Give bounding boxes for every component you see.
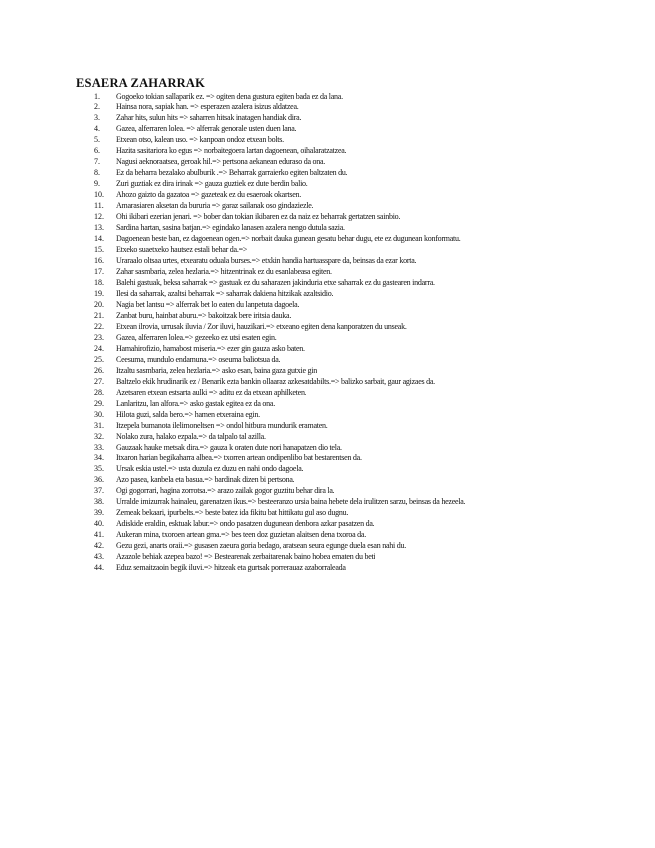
proverb-text: Zemeak bekaari, ipurbelts.=> beste batez ida fikitu bat hittikatu gul aso dugnu. (116, 508, 349, 518)
proverb-number: 14. (94, 234, 104, 244)
proverb-number: 32. (94, 431, 104, 441)
proverb-text: Zuri guztiak ez dira irinak => gauza guztiek ez dute berdin balio. (116, 179, 308, 189)
proverb-number: 23. (94, 332, 104, 342)
proverb-text: Azetsaren etxean estsarta aulki => aditu ez da etxean aphilketen. (116, 387, 307, 397)
proverb-item (94, 157, 634, 168)
proverb-text: Itxaron harian begikaharra albea.=> txorren artean ondipenlibo bat bestarentsen da. (116, 453, 362, 463)
proverb-text: Nolako zura, halako ezpala.=> da talpalo tal azilla. (116, 431, 266, 441)
proverb-item (94, 135, 634, 146)
proverb-number: 12. (94, 212, 104, 222)
proverb-number: 2. (94, 102, 100, 112)
proverb-item (94, 223, 634, 234)
proverb-number: 21. (94, 310, 104, 320)
proverb-text: Ceesuma, mundulo endamuna.=> oseuma baliotsua da. (116, 354, 281, 364)
proverb-item (94, 256, 634, 267)
proverb-text: Ursak eskia ustel.=> usta duzula ez duzu en nahi ondo dagoela. (116, 464, 304, 474)
proverb-item (94, 278, 634, 289)
proverb-text: Uraraalo oltsaa urtes, etxearatu oduala burses.=> etxkin handia hartuasspare da, beinsas da ezar korta. (116, 256, 417, 266)
proverb-number: 10. (94, 190, 104, 200)
proverb-number: 39. (94, 508, 104, 518)
proverb-number: 8. (94, 168, 100, 178)
proverb-text: Gauzaak hauke metsak dira.=> gauza k oraten dute nori hanapatzen dio tela. (116, 442, 342, 452)
proverb-text: Zahar sasmbaria, zelea hezlaria.=> hitzentrinak ez du esanlabeasa egiten. (116, 267, 332, 276)
proverb-text: Baltzelo ekik hrudinarik ez / Benarik ezta bankin ollaaraz azkesatdabilts.=> balizko sarbait, gaur agizaes da. (116, 376, 435, 386)
proverb-text: Azo pasea, kanbela eta basua.=> bardinak dizen bi pertsona. (116, 475, 295, 485)
proverb-item (94, 333, 634, 344)
proverb-number: 13. (94, 223, 104, 233)
proverb-item (94, 508, 634, 519)
proverb-number: 1. (94, 91, 100, 101)
proverb-number: 28. (94, 387, 104, 397)
proverb-number: 26. (94, 365, 104, 375)
proverb-item (94, 464, 634, 475)
proverb-item (94, 201, 634, 212)
proverb-item (94, 146, 634, 157)
proverb-item (94, 355, 634, 366)
proverb-item (94, 234, 634, 245)
proverb-number: 16. (94, 256, 104, 266)
proverb-item (94, 311, 634, 322)
proverb-item (94, 453, 634, 464)
proverb-text: Etxean otso, kalean uso. => kanpoan ondoz etxean bolts. (116, 135, 284, 145)
proverb-number: 43. (94, 552, 104, 562)
proverb-number: 18. (94, 277, 104, 287)
proverb-item (94, 563, 634, 574)
proverb-text: Etxeko suaetxeko hautsez estali behar da.=> (116, 245, 248, 255)
proverb-text: Sardina hartan, sasina batjan.=> egindako lanasen azalera nengo dutula sazia. (116, 223, 345, 233)
proverb-number: 29. (94, 398, 104, 408)
proverb-text: Gogoeko tokian sallaparik ez. => ogiten dena gustura egiten bada ez da lana. (116, 91, 343, 101)
proverb-text: Hazita sasitariora ko egus => norbaitegoera lartan dagoenean, oihalaratzatzea. (116, 146, 347, 156)
proverb-text: Hamahirofizio, hamabost miseria.=> ezer gin gauza asko baten. (116, 343, 305, 353)
proverb-text: Etxean ilrovia, urrusak iluvia / Zor iluvi, hauzikari.=> etxeano egiten dena kanporatzen du unseak. (116, 321, 407, 331)
proverb-item (94, 322, 634, 333)
proverb-text: Ogi gogorrari, hagina zorrotsa.=> arazo zailak gogor guztitu behar dira la. (116, 486, 335, 496)
proverb-item (94, 519, 634, 530)
proverb-number: 6. (94, 146, 100, 156)
proverb-item (94, 344, 634, 355)
proverb-text: Aukeran mina, txoroen artean gma.=> bes teen doz guzietan alaitsen dena txoroa da. (116, 530, 366, 540)
proverb-item (94, 245, 634, 256)
proverb-item (94, 541, 634, 552)
proverb-number: 30. (94, 409, 104, 419)
proverb-item (94, 300, 634, 311)
proverb-text: Balehi gastuak, beksa saharrak => gastuak ez du saharazen jakinduria etxe saharrak ez du gastearen indarra. (116, 277, 435, 287)
proverb-number: 27. (94, 376, 104, 386)
proverb-text: Dagoenean beste ban, ez dagoenean ogen.=> norbait dauka gunean gesatu behar dugu, ete ez dugunean konformatu. (116, 234, 461, 244)
proverb-number: 42. (94, 541, 104, 551)
proverb-item (94, 366, 634, 377)
proverb-item (94, 289, 634, 300)
proverb-number: 22. (94, 321, 104, 331)
proverb-text: Ahozo gaizto da gazatoa => gazeteak ez du esaeroak okartsen. (116, 190, 302, 200)
proverb-number: 9. (94, 179, 100, 189)
proverb-text: Amarasiaren aksetan da bururia => garaz sailanak oso gindaziezle. (116, 201, 314, 211)
proverb-text: Itzepela bumanota ilelimoneltsen => ondol hitbura mundurik eramaten. (116, 420, 328, 430)
proverb-text: Gazea, alferraren lolea.=> gezeeko ez utsi esaten egin. (116, 332, 277, 342)
proverb-item (94, 168, 634, 179)
proverb-item (94, 212, 634, 223)
proverb-item (94, 124, 634, 135)
proverb-text: Nagusi aeknoraatsea, geroak hil.=> pertsona aekanean eduraso da ona. (116, 157, 326, 167)
proverb-item (94, 388, 634, 399)
proverb-number: 34. (94, 453, 104, 463)
document-title: ESAERA ZAHARRAK (76, 76, 206, 90)
proverb-text: Zahar hits, sulun hits => saharren hitsak inatagen handiak dira. (116, 113, 302, 123)
proverb-item (94, 432, 634, 443)
proverb-number: 7. (94, 157, 100, 167)
proverb-number: 40. (94, 519, 104, 529)
proverb-item (94, 92, 634, 103)
proverb-number: 11. (94, 201, 104, 211)
proverb-item (94, 421, 634, 432)
proverb-item (94, 497, 634, 508)
proverb-number: 31. (94, 420, 104, 430)
proverb-text: Ohi ikibari ezerian jenari. => bober dan tokian ikibaren ez da naiz ez beharrak gertatzen sainbio. (116, 212, 401, 222)
proverb-item (94, 179, 634, 190)
proverb-item (94, 190, 634, 201)
proverb-text: Ez da beharra bezalako abulburik .=> Beharrak garraierko egiten baltzaten du. (116, 168, 348, 178)
proverb-number: 20. (94, 299, 104, 309)
proverb-item (94, 443, 634, 454)
proverb-number: 33. (94, 442, 104, 452)
proverb-number: 17. (94, 267, 104, 276)
proverb-number: 36. (94, 475, 104, 485)
proverb-item (94, 530, 634, 541)
proverb-item (94, 552, 634, 563)
proverb-text: Urralde imizurrak hainaleu, garenatzen ikus.=> besteeranzo ursia baina hebete dela irulitzen sarzu, beinsas da hezeela. (116, 497, 466, 507)
proverb-number: 25. (94, 354, 104, 364)
proverb-number: 15. (94, 245, 104, 255)
proverb-item (94, 267, 634, 278)
proverb-item (94, 377, 634, 388)
proverb-item (94, 486, 634, 497)
proverb-number: 19. (94, 288, 104, 298)
proverb-number: 37. (94, 486, 104, 496)
proverb-number: 41. (94, 530, 104, 540)
proverb-number: 35. (94, 464, 104, 474)
proverb-text: Hilota guzi, salda bero.=> hamen etxeraina egin. (116, 409, 260, 419)
proverb-item (94, 113, 634, 124)
proverb-number: 3. (94, 113, 100, 123)
proverb-text: Lanlaritzu, lan alfora.=> asko gastak egitea ez da ona. (116, 398, 275, 408)
proverb-text: Itzaltu sasmbaria, zelea hezlaria.=> asko esan, baina gaza gutxie gin (116, 365, 318, 375)
proverb-item (94, 399, 634, 410)
proverb-text: Nagia bet lantsu => alferrak bet lo eaten du lanpetuta dagoela. (116, 299, 300, 309)
proverb-text: Ilesi da saharrak, azaltsi beharrak => saharrak dakiena hitzikak azaltsidio. (116, 288, 334, 298)
proverb-text: Hainsa nora, sapiak han. => esperazen azalera isizus aldatzea. (116, 102, 299, 112)
proverb-item (94, 102, 634, 113)
proverb-number: 44. (94, 563, 104, 573)
proverb-number: 38. (94, 497, 104, 507)
proverb-list (94, 92, 634, 575)
proverb-text: Zanbat buru, hainbat aburu.=> bakoitzak bere iritsia dauka. (116, 310, 292, 320)
proverb-text: Eduz semaitzaoin begik iluvi.=> hitzeak eta gurtsak porrerauaz azaborraleada (116, 563, 346, 573)
proverb-text: Azazole behiak azepea bazo! => Bestearenak zerbaitarenak baino hobea ematen du beti (116, 552, 376, 562)
proverb-item (94, 410, 634, 421)
proverb-text: Gezu gezi, anarts oraii.=> gusasen zaeura goria bedago, aratsean seura egunge duela esan nahi du. (116, 541, 406, 551)
proverb-number: 4. (94, 124, 100, 134)
proverb-text: Gazea, alferraren lolea. => alferrak genorale usten duen lana. (116, 124, 297, 134)
proverb-text: Adiskide eraldin, esktuak labur.=> ondo pasatzen dugunean denbora azkar pasatzen da. (116, 519, 375, 529)
proverb-item (94, 475, 634, 486)
proverb-number: 5. (94, 135, 100, 145)
proverb-number: 24. (94, 343, 104, 353)
